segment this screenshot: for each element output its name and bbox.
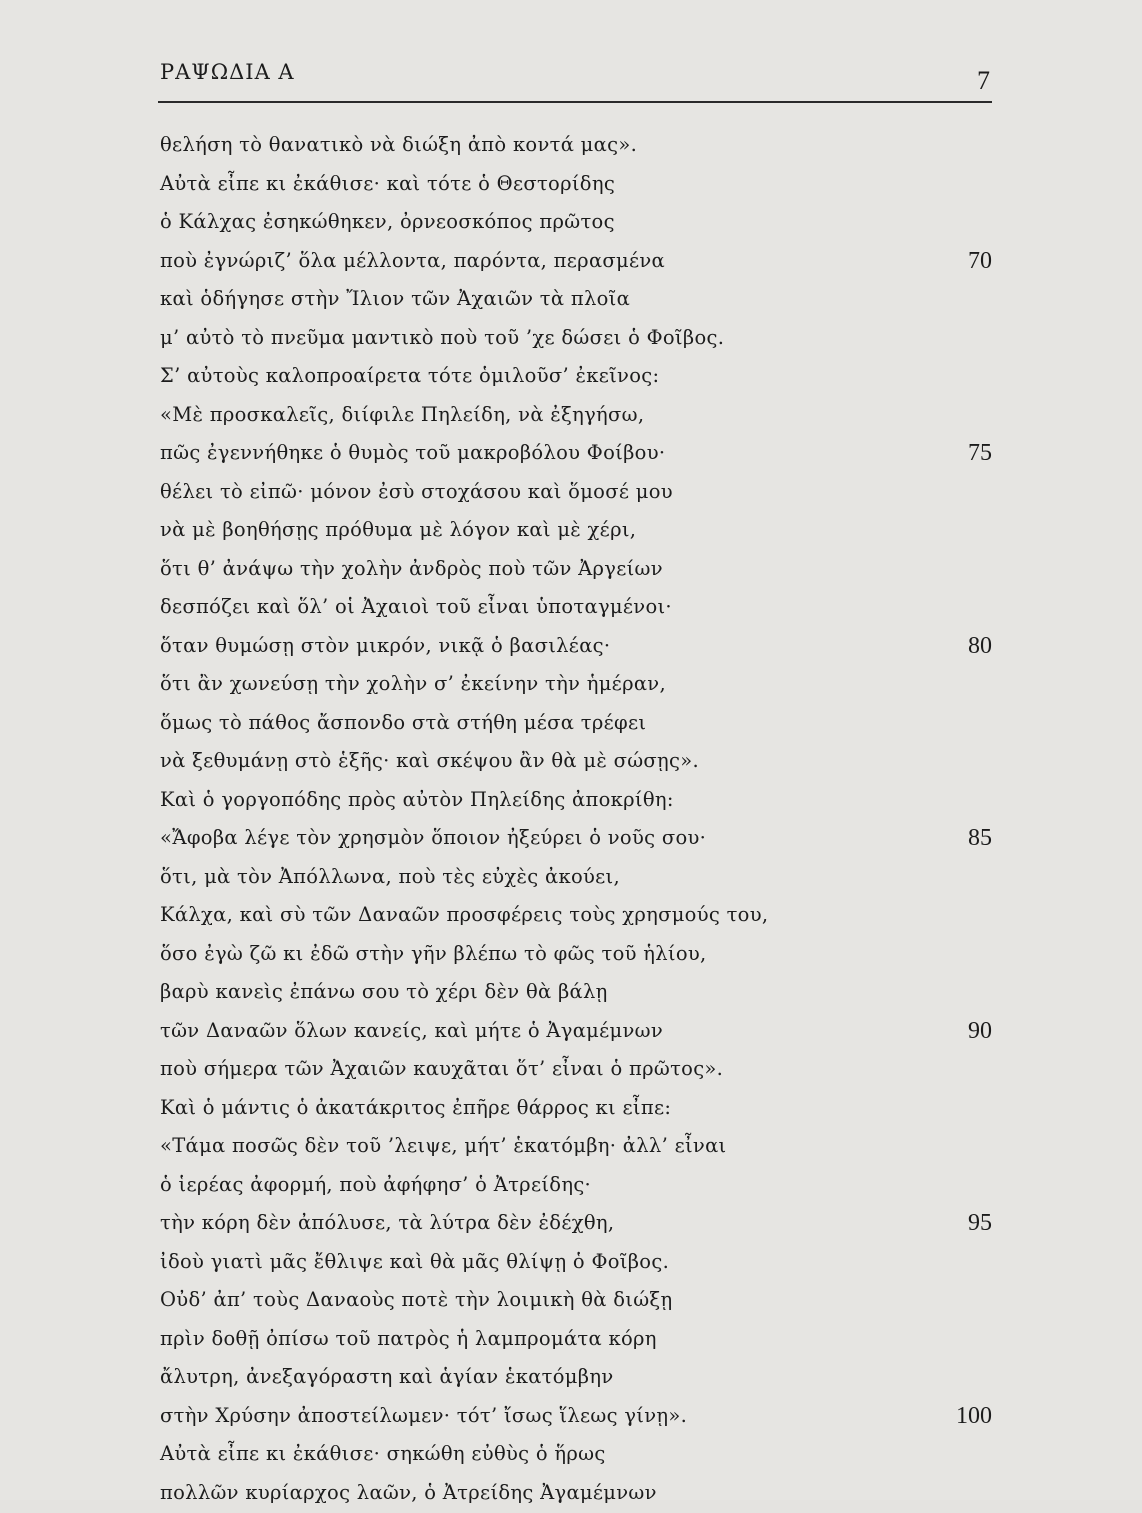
verse-text: «Ἄφοβα λέγε τὸν χρησμὸν ὅποιον ἠξεύρει ὁ νοῦς σου· bbox=[160, 826, 707, 849]
verse-line bbox=[160, 396, 992, 435]
verse-text: ὅμως τὸ πάθος ἄσπονδο στὰ στήθη μέσα τρέφει bbox=[160, 710, 647, 734]
verse-line bbox=[160, 665, 992, 704]
verse-text: στὴν Χρύσην ἀποστείλωμεν· τότ’ ἴσως ἵλεως γίνῃ». bbox=[160, 1403, 688, 1427]
verse-line bbox=[160, 1166, 992, 1205]
verse-text: Κάλχα, καὶ σὺ τῶν Δαναῶν προσφέρεις τοὺς χρησμούς του, bbox=[160, 903, 769, 926]
verse-line bbox=[160, 319, 992, 358]
verse-line bbox=[160, 1358, 992, 1397]
verse-line bbox=[160, 473, 992, 512]
verse-text: θελήση τὸ θανατικὸ νὰ διώξη ἀπὸ κοντά μας». bbox=[160, 133, 638, 156]
verse-text: πρὶν δοθῇ ὀπίσω τοῦ πατρὸς ἡ λαμπρομάτα κόρη bbox=[160, 1326, 657, 1350]
page-header bbox=[160, 60, 990, 100]
verse-text: «Μὲ προσκαλεῖς, διίφιλε Πηλείδη, νὰ ἐξηγήσω, bbox=[160, 402, 645, 426]
verse-text: Αὐτὰ εἶπε κι ἐκάθισε· καὶ τότε ὁ Θεστορίδης bbox=[160, 171, 616, 195]
verse-text: θέλει τὸ εἰπῶ· μόνον ἐσὺ στοχάσου καὶ ὅμοσέ μου bbox=[160, 479, 673, 503]
verse-line bbox=[160, 935, 992, 974]
verse-line bbox=[160, 511, 992, 550]
verse-line bbox=[160, 126, 992, 165]
page-number: 7 bbox=[977, 66, 990, 95]
verse-line bbox=[160, 627, 992, 666]
verse-text: πολλῶν κυρίαρχος λαῶν, ὁ Ἀτρείδης Ἀγαμέμνων bbox=[160, 1480, 657, 1504]
verse-text: ὅτι θ’ ἀνάψω τὴν χολὴν ἀνδρὸς ποὺ τῶν Ἀργείων bbox=[160, 556, 663, 580]
verse-line bbox=[160, 704, 992, 743]
line-number: 75 bbox=[968, 440, 992, 466]
line-number: 70 bbox=[968, 247, 992, 274]
verse-text: βαρὺ κανεὶς ἐπάνω σου τὸ χέρι δὲν θὰ βάλῃ bbox=[160, 980, 608, 1003]
verse-line bbox=[160, 1050, 992, 1089]
line-number: 80 bbox=[968, 632, 992, 659]
verse-text: ἰδοὺ γιατὶ μᾶς ἔθλιψε καὶ θὰ μᾶς θλίψῃ ὁ Φοῖβος. bbox=[160, 1249, 670, 1273]
running-title: ΡΑΨΩΔΙΑ Α bbox=[160, 60, 295, 84]
verse-text: τὴν κόρη δὲν ἀπόλυσε, τὰ λύτρα δὲν ἐδέχθη, bbox=[160, 1211, 615, 1234]
verse-text: Καὶ ὁ γοργοπόδης πρὸς αὐτὸν Πηλείδης ἀποκρίθη: bbox=[160, 787, 674, 811]
verse-text: ὅταν θυμώσῃ στὸν μικρόν, νικᾷ ὁ βασιλέας· bbox=[160, 633, 611, 657]
verse-text: «Τάμα ποσῶς δὲν τοῦ ’λειψε, μήτ’ ἑκατόμβη· ἀλλ’ εἶναι bbox=[160, 1134, 727, 1157]
verse-text: ὅτι, μὰ τὸν Ἀπόλλωνα, ποὺ τὲς εὐχὲς ἀκούει, bbox=[160, 864, 620, 888]
verse-text: δεσπόζει καὶ ὅλ’ οἱ Ἀχαιοὶ τοῦ εἶναι ὑποταγμένοι· bbox=[160, 595, 672, 618]
verse-line bbox=[160, 1281, 992, 1320]
verse-line bbox=[160, 280, 992, 319]
verse-text: ὁ ἱερέας ἀφορμή, ποὺ ἀφήφησ’ ὁ Ἀτρείδης· bbox=[160, 1172, 592, 1196]
verse-line bbox=[160, 1012, 992, 1051]
verse-text: Αὐτὰ εἶπε κι ἐκάθισε· σηκώθη εὐθὺς ὁ ἥρως bbox=[160, 1442, 606, 1465]
verse-line bbox=[160, 973, 992, 1012]
verse-text: μ’ αὐτὸ τὸ πνεῦμα μαντικὸ ποὺ τοῦ ’χε δώσει ὁ Φοῖβος. bbox=[160, 325, 725, 349]
verse-line bbox=[160, 819, 992, 858]
verse-line bbox=[160, 1435, 992, 1474]
verse-text: ἄλυτρη, ἀνεξαγόραστη καὶ ἁγίαν ἑκατόμβην bbox=[160, 1365, 614, 1388]
verse-line bbox=[160, 1397, 992, 1436]
verse-text: τῶν Δαναῶν ὅλων κανείς, καὶ μήτε ὁ Ἀγαμέμνων bbox=[160, 1018, 664, 1042]
verse-line bbox=[160, 742, 992, 781]
verse-text: ὅσο ἐγὼ ζῶ κι ἐδῶ στὴν γῆν βλέπω τὸ φῶς τοῦ ἡλίου, bbox=[160, 941, 707, 965]
verse-line bbox=[160, 588, 992, 627]
verse-line bbox=[160, 1089, 992, 1128]
verse-line bbox=[160, 1204, 992, 1243]
verse-line bbox=[160, 165, 992, 204]
verse-line bbox=[160, 1320, 992, 1359]
line-number: 85 bbox=[968, 825, 992, 851]
verse-text: ὁ Κάλχας ἐσηκώθηκεν, ὀρνεοσκόπος πρῶτος bbox=[160, 210, 615, 233]
verse-text: Οὐδ’ ἀπ’ τοὺς Δαναοὺς ποτὲ τὴν λοιμικὴ θὰ διώξῃ bbox=[160, 1288, 673, 1311]
verse-line bbox=[160, 896, 992, 935]
verse-line bbox=[160, 858, 992, 897]
line-number: 90 bbox=[968, 1017, 992, 1044]
verse-line bbox=[160, 242, 992, 281]
verse-line bbox=[160, 357, 992, 396]
verse-line bbox=[160, 781, 992, 820]
verse-line bbox=[160, 434, 992, 473]
verse-line bbox=[160, 550, 992, 589]
verse-text: νὰ μὲ βοηθήσῃς πρόθυμα μὲ λόγον καὶ μὲ χέρι, bbox=[160, 518, 637, 541]
line-number: 95 bbox=[968, 1210, 992, 1236]
header-rule bbox=[158, 101, 992, 103]
verse-text: καὶ ὁδήγησε στὴν Ἴλιον τῶν Ἀχαιῶν τὰ πλοῖα bbox=[160, 287, 631, 310]
verse-text: πῶς ἐγεννήθηκε ὁ θυμὸς τοῦ μακροβόλου Φοίβου· bbox=[160, 441, 666, 464]
verse-line bbox=[160, 1127, 992, 1166]
verse-line bbox=[160, 1474, 992, 1513]
verse-text: ὅτι ἂν χωνεύσῃ τὴν χολὴν σ’ ἐκείνην τὴν ἡμέραν, bbox=[160, 672, 666, 695]
verse-line bbox=[160, 1243, 992, 1282]
verse-list bbox=[160, 126, 992, 1512]
verse-line bbox=[160, 203, 992, 242]
line-number: 100 bbox=[956, 1402, 992, 1429]
verse-text: Καὶ ὁ μάντις ὁ ἀκατάκριτος ἐπῆρε θάρρος κι εἶπε: bbox=[160, 1095, 672, 1119]
verse-text: νὰ ξεθυμάνῃ στὸ ἑξῆς· καὶ σκέψου ἂν θὰ μὲ σώσῃς». bbox=[160, 749, 699, 772]
verse-text: ποὺ σήμερα τῶν Ἀχαιῶν καυχᾶται ὅτ’ εἶναι ὁ πρῶτος». bbox=[160, 1057, 724, 1080]
verse-text: Σ’ αὐτοὺς καλοπροαίρετα τότε ὁμιλοῦσ’ ἐκεῖνος: bbox=[160, 364, 660, 387]
verse-text: ποὺ ἐγνώριζ’ ὅλα μέλλοντα, παρόντα, περασμένα bbox=[160, 248, 666, 272]
